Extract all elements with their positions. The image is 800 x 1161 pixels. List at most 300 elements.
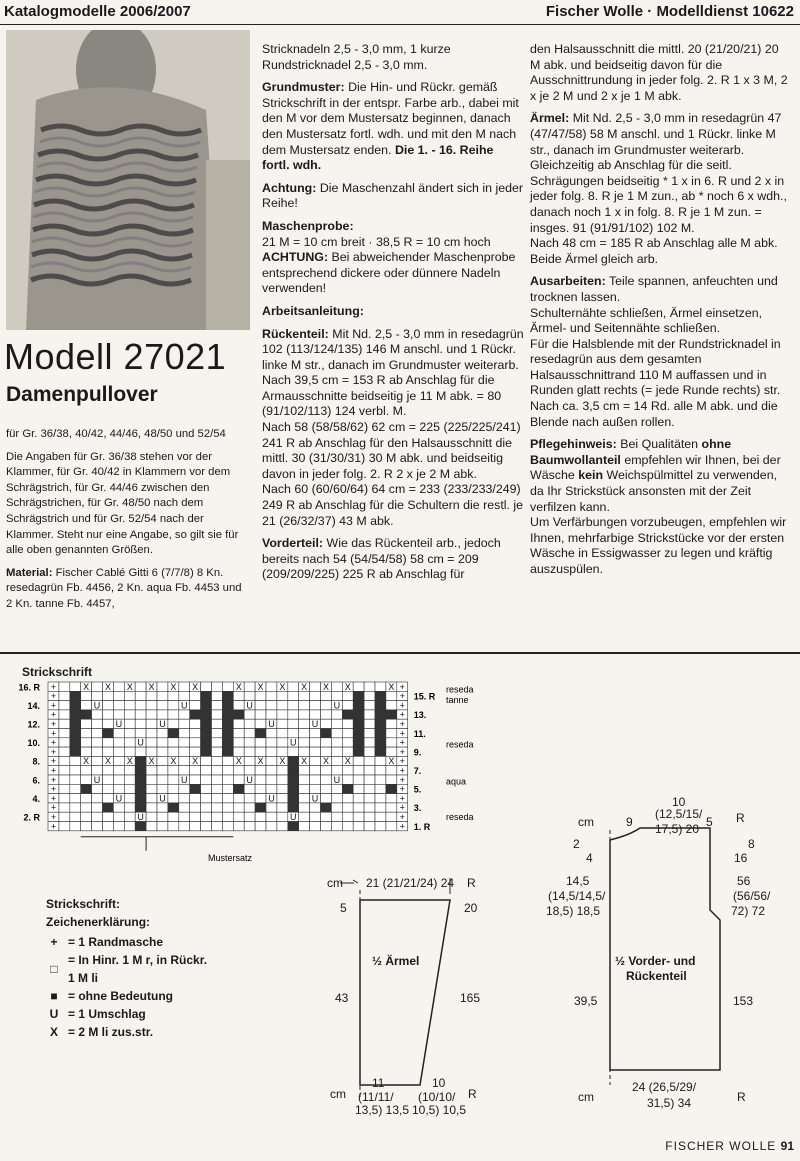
chart-cell [331, 691, 342, 700]
chart-right-row-label: 15. R [413, 691, 436, 702]
chart-cell [190, 719, 201, 728]
chart-cell [59, 794, 70, 803]
chart-cell [168, 775, 179, 784]
halsausschnitt-text: den Halsausschnitt die mittl. 20 (21/20/21) 20 M abk. und beidseitig davon für die Ausschnittrundung in jeder folg. 2. R 1 x 3 M, 2 x je 2 M und 2 x je 1 M abk. [530, 42, 788, 103]
grundmuster-paragraph: Grundmuster: Die Hin- und Rückr. gemäß Strickschrift in der entspr. Farbe arb., dabei mit den M vor dem Mustersatz beginnen, danach den Mustersatz fortl. wdh. und mit den M nach dem Mustersatz enden. Die 1. - 16. Reihe fortl. wdh. [262, 80, 519, 173]
chart-symbol: U [115, 793, 123, 804]
body-left-4: 4 [586, 851, 593, 865]
catalog-title: Katalogmodelle 2006/2007 [4, 3, 191, 20]
chart-cell [124, 766, 135, 775]
chart-cell [299, 738, 310, 747]
rueckenteil-p4: Nach 60 (60/60/64) 64 cm = 233 (233/233/249) 249 R ab Anschlag für die Schultern die restl. je 21 (26/32/37) 43 M abk. [262, 482, 524, 528]
chart-cell [288, 803, 299, 812]
chart-cell [190, 729, 201, 738]
chart-cell [353, 794, 364, 803]
chart-cell [157, 775, 168, 784]
chart-cell [222, 784, 233, 793]
chart-cell [59, 729, 70, 738]
chart-cell [92, 710, 103, 719]
chart-symbol: X [322, 756, 329, 767]
chart-symbol: X [170, 681, 177, 692]
chart-symbol: + [399, 681, 405, 692]
chart-cell [81, 784, 92, 793]
sleeve-bottom-right2: (10/10/ [418, 1090, 456, 1104]
chart-symbol: U [246, 700, 253, 711]
chart-cell [146, 729, 157, 738]
chart-cell [70, 756, 81, 765]
chart-cell [266, 784, 277, 793]
chart-cell [212, 794, 223, 803]
chart-cell [222, 738, 233, 747]
sleeve-bottom-right: 10 [432, 1076, 446, 1090]
chart-cell [299, 719, 310, 728]
body-left-145: 14,5 [566, 874, 590, 888]
chart-symbol: + [50, 681, 57, 692]
chart-cell [59, 766, 70, 775]
chart-symbol: + [50, 691, 57, 702]
chart-cell [146, 775, 157, 784]
chart-symbol: + [50, 802, 57, 813]
chart-cell [157, 710, 168, 719]
chart-cell [81, 710, 92, 719]
x-symbol: X [49, 1025, 58, 1039]
chart-symbol: X [83, 756, 90, 767]
sleeve-outline [360, 900, 450, 1085]
legend-item-ohne: ■ = ohne Bedeutung [46, 987, 208, 1005]
chart-cell [342, 794, 353, 803]
chart-cell [124, 784, 135, 793]
chart-cell [299, 794, 310, 803]
chart-symbol: X [322, 681, 329, 692]
footer-brand: FISCHER WOLLE [665, 1139, 777, 1153]
body-top-10: 10 [672, 795, 686, 809]
chart-cell [59, 803, 70, 812]
chart-cell [212, 803, 223, 812]
needles-text: Stricknadeln 2,5 - 3,0 mm, 1 kurze Rundstricknadel 2,5 - 3,0 mm. [262, 42, 451, 72]
chart-cell [190, 701, 201, 710]
chart-cell [342, 775, 353, 784]
chart-cell [135, 784, 146, 793]
publisher-title: Fischer Wolle · Modelldienst 10622 [545, 3, 794, 20]
chart-cell [375, 784, 386, 793]
chart-cell [103, 729, 114, 738]
chart-cell [244, 784, 255, 793]
chart-cell [353, 822, 364, 831]
chart-color-label: reseda [446, 739, 474, 750]
chart-cell [331, 729, 342, 738]
chart-cell [233, 710, 244, 719]
maschenprobe-text: 21 M = 10 cm breit · 38,5 R = 10 cm hoch [262, 234, 491, 249]
chart-symbol: X [104, 756, 111, 767]
chart-cell [103, 710, 114, 719]
chart-symbol: X [388, 681, 395, 692]
chart-cell [342, 738, 353, 747]
chart-cell [342, 691, 353, 700]
achtung2-paragraph: ACHTUNG: Bei abweichender Maschenprobe entsprechend dickere oder dünnere Nadeln verwenden! [262, 250, 516, 296]
sleeve-bottom-r: R [468, 1087, 477, 1101]
chart-cell [353, 701, 364, 710]
chart-cell [277, 747, 288, 756]
chart-cell [321, 691, 332, 700]
chart-cell [233, 766, 244, 775]
chart-cell [179, 719, 190, 728]
chart-cell [59, 756, 70, 765]
chart-cell [386, 803, 397, 812]
chart-cell [386, 738, 397, 747]
chart-cell [255, 729, 266, 738]
chart-cell [59, 682, 70, 691]
chart-cell [342, 729, 353, 738]
chart-cell [266, 747, 277, 756]
chart-cell [113, 822, 124, 831]
chart-cell [266, 756, 277, 765]
chart-cell [277, 775, 288, 784]
body-bottom-cm: cm [578, 1090, 594, 1104]
sleeve-top-r: R [467, 876, 476, 890]
body-left-395: 39,5 [574, 994, 598, 1008]
chart-cell [113, 766, 124, 775]
chart-cell [157, 738, 168, 747]
chart-cell [212, 710, 223, 719]
chart-cell [342, 766, 353, 775]
chart-cell [190, 766, 201, 775]
chart-cell [288, 747, 299, 756]
chart-cell [277, 701, 288, 710]
chart-symbol: U [246, 774, 253, 785]
chart-cell [201, 747, 212, 756]
chart-cell [135, 766, 146, 775]
chart-right-row-label: 5. [413, 784, 422, 795]
chart-cell [299, 784, 310, 793]
chart-cell [92, 738, 103, 747]
chart-cell [168, 691, 179, 700]
chart-cell [179, 747, 190, 756]
chart-cell [179, 710, 190, 719]
chart-cell [113, 701, 124, 710]
chart-cell [266, 710, 277, 719]
chart-symbol: U [333, 774, 341, 785]
chart-cell [331, 756, 342, 765]
chart-cell [375, 775, 386, 784]
chart-cell [310, 691, 321, 700]
chart-cell [288, 784, 299, 793]
chart-cell [222, 766, 233, 775]
chart-cell [70, 691, 81, 700]
chart-color-label: reseda [446, 684, 474, 695]
chart-cell [70, 729, 81, 738]
chart-symbol: X [148, 756, 155, 767]
chart-cell [299, 766, 310, 775]
chart-cell [157, 784, 168, 793]
legend [46, 895, 208, 1041]
chart-cell [342, 812, 353, 821]
chart-cell [331, 747, 342, 756]
chart-cell [233, 822, 244, 831]
chart-cell [266, 682, 277, 691]
chart-cell [364, 794, 375, 803]
chart-cell [103, 701, 114, 710]
chart-cell [179, 756, 190, 765]
chart-cell [277, 803, 288, 812]
chart-cell [92, 784, 103, 793]
chart-cell [244, 738, 255, 747]
chart-symbol: X [148, 681, 155, 692]
chart-symbol: + [50, 821, 57, 832]
chart-cell [113, 729, 124, 738]
chart-cell [299, 691, 310, 700]
chart-cell [222, 794, 233, 803]
chart-cell [201, 682, 212, 691]
body-top-r: R [736, 811, 745, 825]
chart-cell [146, 803, 157, 812]
ausarbeiten-p2: Schulternähte schließen, Ärmel einsetzen, Ärmel- und Seitennähte schließen. [530, 305, 763, 336]
chart-cell [157, 747, 168, 756]
body-outline [610, 828, 720, 1070]
chart-cell [310, 812, 321, 821]
sleeve-bottom-left: 11 [372, 1076, 385, 1090]
chart-cell [92, 729, 103, 738]
body-schematic [560, 790, 790, 1110]
chart-cell [212, 766, 223, 775]
chart-cell [70, 812, 81, 821]
chart-cell [103, 822, 114, 831]
chart-color-label: aqua [446, 776, 467, 787]
chart-cell [375, 719, 386, 728]
rueckenteil-p2: Nach 39,5 cm = 153 R ab Anschlag für die Armausschnitte beidseitig je 11 M abk. = 80 (91/102/113) 124 verbl. M. [262, 373, 502, 419]
chart-cell [299, 701, 310, 710]
chart-cell [135, 691, 146, 700]
chart-cell [81, 766, 92, 775]
chart-cell [353, 710, 364, 719]
chart-cell [222, 710, 233, 719]
chart-cell [222, 682, 233, 691]
chart-cell [331, 784, 342, 793]
chart-symbol: + [50, 793, 57, 804]
chart-cell [190, 738, 201, 747]
chart-symbol: + [50, 719, 57, 729]
chart-symbol: X [301, 756, 308, 767]
chart-cell [70, 803, 81, 812]
chart-cell [92, 719, 103, 728]
chart-cell [386, 747, 397, 756]
chart-left-row-label: 8. [32, 756, 40, 767]
chart-cell [146, 822, 157, 831]
chart-cell [386, 766, 397, 775]
chart-symbol: + [50, 812, 57, 822]
chart-cell [222, 691, 233, 700]
chart-cell [277, 729, 288, 738]
body-left-145b: (14,5/14,5/ [548, 889, 606, 903]
chart-cell [386, 794, 397, 803]
body-left-145c: 18,5) 18,5 [546, 904, 601, 918]
chart-cell [266, 775, 277, 784]
chart-cell [157, 729, 168, 738]
chart-cell [277, 710, 288, 719]
chart-cell [157, 766, 168, 775]
mustersatz-label: Mustersatz [208, 852, 253, 863]
chart-cell [222, 812, 233, 821]
chart-symbol: X [192, 681, 199, 692]
chart-symbol: U [137, 737, 144, 748]
chart-cell [299, 803, 310, 812]
body-right-153: 153 [733, 994, 754, 1008]
chart-cell [124, 747, 135, 756]
legend-title-2: Zeichenerklärung: [46, 915, 151, 929]
chart-cell [353, 719, 364, 728]
chart-cell [157, 812, 168, 821]
chart-cell [81, 803, 92, 812]
chart-cell [277, 691, 288, 700]
chart-cell [212, 775, 223, 784]
u-symbol: U [49, 1007, 59, 1021]
legend-item-rechts: □ = In Hinr. 1 M r, in Rückr. 1 M li [46, 951, 208, 987]
sleeve-right-20: 20 [464, 901, 478, 915]
chart-cell [201, 710, 212, 719]
chart-cell [266, 812, 277, 821]
chart-cell [168, 784, 179, 793]
chart-cell [146, 794, 157, 803]
chart-cell [353, 756, 364, 765]
chart-left-row-label: 10. [27, 738, 40, 749]
chart-cell [124, 775, 135, 784]
chart-cell [135, 719, 146, 728]
chart-cell [331, 822, 342, 831]
chart-cell [353, 775, 364, 784]
chart-cell [59, 775, 70, 784]
chart-cell [353, 803, 364, 812]
page-number: 91 [780, 1139, 794, 1153]
chart-cell [103, 747, 114, 756]
chart-cell [113, 803, 124, 812]
chart-cell [310, 784, 321, 793]
chart-cell [146, 766, 157, 775]
achtung-paragraph: Achtung: Die Maschenzahl ändert sich in jeder Reihe! [262, 180, 524, 211]
sizes-text: für Gr. 36/38, 40/42, 44/46, 48/50 und 52/54 [6, 428, 226, 440]
chart-cell [190, 794, 201, 803]
chart-symbol: U [93, 700, 101, 711]
chart-cell [190, 775, 201, 784]
model-title: Modell 27021 [4, 336, 227, 377]
sleeve-bottom-left3: 13,5) 13,5 [355, 1103, 410, 1117]
chart-cell [124, 812, 135, 821]
chart-cell [59, 701, 70, 710]
chart-symbol: X [257, 756, 264, 767]
chart-cell [59, 710, 70, 719]
chart-cell [212, 729, 223, 738]
sleeve-bottom-left2: (11/11/ [358, 1090, 394, 1104]
chart-cell [146, 701, 157, 710]
body-bottom-r: R [737, 1090, 746, 1104]
chart-left-row-label: 12. [27, 719, 40, 730]
chart-cell [113, 747, 124, 756]
chart-cell [113, 682, 124, 691]
chart-cell [244, 794, 255, 803]
chart-symbol: + [50, 746, 57, 757]
chart-cell [331, 803, 342, 812]
arbeitsanleitung-heading: Arbeitsanleitung: [262, 303, 364, 318]
chart-cell [59, 812, 70, 821]
filled-square-symbol: ■ [50, 989, 58, 1003]
chart-cell [233, 784, 244, 793]
pflege-paragraph: Pflegehinweis: Bei Qualitäten ohne Baumwollanteil empfehlen wir Ihnen, bei der Wäsche kein Weichspülmittel zu verwenden, da Ihr Strickstück ansonsten mit der Zeit verfilzen kann. [530, 437, 781, 514]
chart-cell [255, 691, 266, 700]
sleeve-left-5: 5 [340, 901, 347, 915]
column-3 [530, 42, 792, 585]
chart-cell [353, 784, 364, 793]
sleeve-schematic [320, 870, 520, 1120]
chart-cell [288, 756, 299, 765]
chart-cell [342, 747, 353, 756]
chart-cell [70, 794, 81, 803]
chart-cell [233, 729, 244, 738]
body-label-2: Rückenteil [626, 969, 687, 983]
chart-cell [179, 738, 190, 747]
chart-cell [81, 691, 92, 700]
chart-cell [331, 766, 342, 775]
empty-square-symbol: □ [50, 962, 58, 976]
chart-cell [288, 729, 299, 738]
chart-symbol: X [83, 681, 90, 692]
sweater-illustration [6, 30, 250, 330]
chart-cell [201, 729, 212, 738]
chart-cell [288, 822, 299, 831]
chart-symbol: X [388, 756, 395, 767]
chart-cell [244, 812, 255, 821]
sleeve-height-r: 165 [460, 991, 481, 1005]
chart-cell [179, 794, 190, 803]
chart-cell [310, 803, 321, 812]
chart-symbol: + [50, 765, 57, 776]
chart-cell [70, 710, 81, 719]
chart-cell [70, 775, 81, 784]
chart-cell [364, 784, 375, 793]
chart-cell [212, 747, 223, 756]
chart-symbol: X [235, 756, 242, 767]
chart-right-row-label: 11. [413, 728, 426, 739]
chart-symbol: U [159, 793, 166, 804]
chart-cell [190, 822, 201, 831]
body-right-56b: (56/56/ [733, 889, 771, 903]
chart-cell [190, 747, 201, 756]
column-2 [262, 42, 524, 590]
chart-cell [288, 701, 299, 710]
chart-symbol: + [399, 746, 405, 757]
chart-right-row-label: 1. R [413, 821, 431, 832]
chart-cell [386, 812, 397, 821]
chart-cell [244, 691, 255, 700]
body-bottom-24b: 31,5) 34 [647, 1096, 692, 1110]
chart-cell [124, 803, 135, 812]
chart-cell [135, 756, 146, 765]
chart-symbol: + [399, 719, 405, 729]
sleeve-label: ½ Ärmel [372, 954, 420, 968]
chart-cell [92, 803, 103, 812]
chart-cell [331, 710, 342, 719]
chart-cell [146, 738, 157, 747]
chart-cell [201, 812, 212, 821]
chart-cell [222, 803, 233, 812]
chart-cell [92, 794, 103, 803]
chart-cell [70, 766, 81, 775]
chart-symbol: + [399, 793, 405, 804]
chart-symbol: + [399, 802, 405, 813]
chart-cell [321, 701, 332, 710]
chart-cell [364, 701, 375, 710]
chart-cell [321, 738, 332, 747]
chart-symbol: X [344, 681, 351, 692]
body-top-10b: (12,5/15/ [655, 807, 703, 821]
chart-cell [277, 794, 288, 803]
